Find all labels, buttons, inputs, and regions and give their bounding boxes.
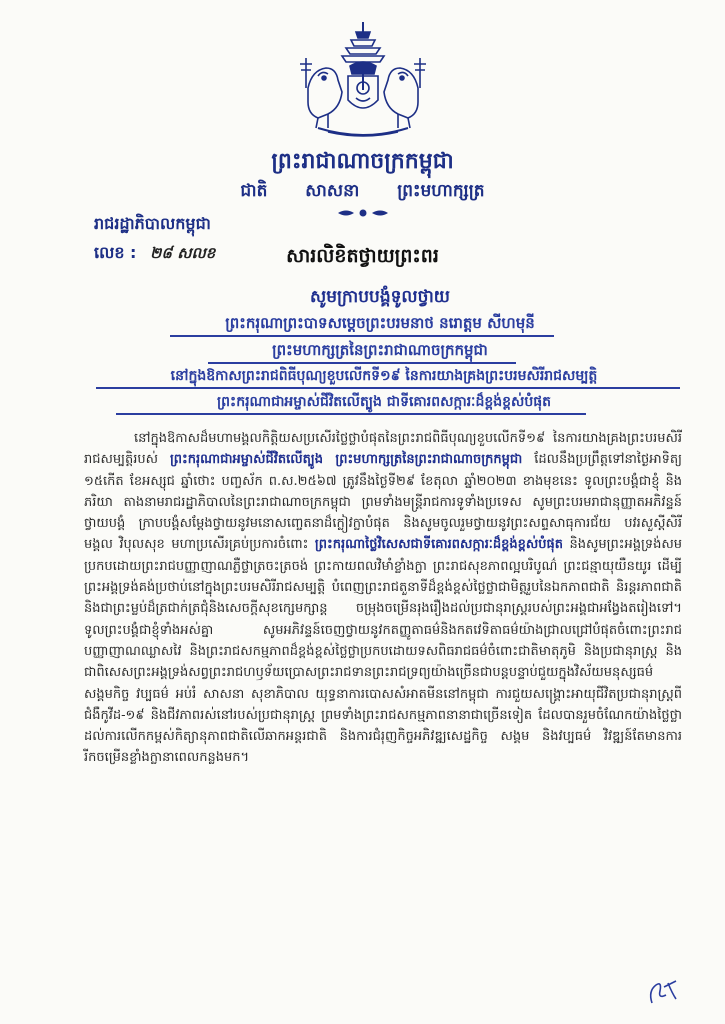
reference-label: លេខ : bbox=[94, 243, 137, 262]
address-line-1: សូមក្រាបបង្គំទូលថ្វាយ bbox=[310, 287, 450, 307]
body-emphasis-king: ព្រះករុណាជាអម្ចាស់ជីវិតលើត្បូង ព្រះមហាក្សត្រនៃព្រះរាជាណាចក្រកម្ពុជា bbox=[169, 452, 523, 468]
ornamental-divider-icon bbox=[336, 206, 390, 220]
government-name: រាជរដ្ឋាភិបាលកម្ពុជា bbox=[94, 214, 211, 233]
underline bbox=[116, 413, 586, 415]
national-motto bbox=[0, 180, 725, 205]
body-paragraph-2: ដែលនឹងប្រព្រឹត្តទៅនាថ្ងៃអាទិត្យ ១៥កើត ខែអស្សុជ ឆ្នាំថោះ បញ្ចស័ក ព.ស.២៥៦៧ ត្រូវនឹងថ្ងៃទី២៩ ខែតុលា ឆ្នាំ២០២៣ ខាងមុខនេះ ទូលព្រះបង្គំជាខ្ញុំ និងភរិយា តាងនាមរាជរដ្ឋាភិបាលនៃព្រះរាជាណាចក្រកម្ពុជា ព្រមទាំងមន្ត្រីរាជការទូទាំងប្រទេស សូមព្រះបរមរាជានុញ្ញាតអភិវន្ទន៍ថ្វាយបង្គំ ក្រាបបង្គំសម្តែងថ្វាយនូវមនោសញ្ចេតនាដ៏ក្លៀវក្លាបំផុត និងសូមចូលរួមថ្វាយនូវព្រះសព្ទសាធុការជ័យ បវរសួស្តីសិរីមង្គល វិបុលសុខ មហាប្រសើរគ្រប់ប្រការចំពោះ bbox=[84, 452, 682, 553]
letter-title: សារលិខិតថ្វាយព្រះពរ bbox=[286, 245, 439, 267]
address-line-4: នៅក្នុងឱកាសព្រះរាជពិធីបុណ្យខួបលើកទី១៩ នៃការយាងគ្រងព្រះបរមសិរីរាជសម្បត្តិ bbox=[170, 368, 598, 384]
address-line-2: ព្រះករុណាព្រះបាទសម្តេចព្រះបរមនាថ នរោត្តម សីហមុនី bbox=[225, 314, 535, 332]
body-paragraph-3: និងសូមព្រះអង្គទ្រង់សមប្រកបដោយព្រះរាជបញ្ញាញាណភ្លឺថ្លាត្រចះត្រចង់ ព្រះកាយពលវិមាំខ្លាំងក្លា ព្រះរាជសុខភាពល្អបរិបូណ៌ ព្រះជន្មាយុយឺនយូរ ដើម្បីព្រះអង្គទ្រង់គង់ប្រថាប់នៅក្នុងព្រះបរមសិរីរាជសម្បត្តិ បំពេញព្រះរាជតួនាទីដ៏ខ្ពង់ខ្ពស់ថ្លៃថ្លាជាមិត្តរួបនៃឯកភាពជាតិ និរន្តរភាពជាតិ និងជាព្រះម្លប់ដ៏ត្រជាក់ត្រជុំនិងសេចក្តីសុខក្សេមក្សាន្ត ចម្រុងចម្រើនរុងរឿងដល់ប្រជានុរាស្ត្ររបស់ព្រះអង្គជាអង្វែងតរៀងទៅ។ ទូលព្រះបង្គំជាខ្ញុំទាំងអស់គ្នា សូមអភិវន្ទន៍ចេញថ្វាយនូវកតញ្ញូតាធម៌និងកតវេទិតាធម៌យ៉ាងជ្រាលជ្រៅបំផុតចំពោះព្រះរាជបញ្ញាញាណឈ្លាសវៃ និងព្រះរាជសកម្មភាពដ៏ខ្ពង់ខ្ពស់ថ្លៃថ្លាប្រកបដោយទសពិធរាជធម៌ចំពោះជាតិមាតុភូមិ និងប្រជានុរាស្ត្រ និងជាពិសេសព្រះអង្គទ្រង់សព្វព្រះរាជហឫទ័យប្រោសព្រះរាជទានព្រះរាជទ្រព្យយ៉ាងច្រើនជាបន្តបន្ទាប់ជួយក្នុងវិស័យមនុស្សធម៌ សង្គមកិច្ច វប្បធម៌ អប់រំ សាសនា សុខាភិបាល យុទ្ធនាការបោសសំអាតមីននៅកម្ពុជា ការជួយសង្គ្រោះអាយុជីវិតប្រជានុរាស្ត្រពីជំងឺកូវីដ-១៩ និងជីវភាពរស់នៅរបស់ប្រជានុរាស្ត្រ ព្រមទាំងព្រះរាជសកម្មភាពនានាជាច្រើនទៀត ដែលបានរួមចំណែកយ៉ាងថ្លៃថ្លាដល់ការលើកកម្ពស់កិត្យានុភាពជាតិលើឆាកអន្តរជាតិ និងការជំរុញកិច្ចអភិវឌ្ឍសេដ្ឋកិច្ច សង្គម និងវប្បធម៌ វិវឌ្ឍន៍តែមានការរីកចម្រើនខ្លាំងក្លានាពេលកន្លងមក។ bbox=[84, 537, 683, 766]
royal-coat-of-arms-icon bbox=[298, 18, 428, 143]
handwritten-initial-icon bbox=[646, 977, 680, 1009]
motto-religion: សាសនា bbox=[305, 181, 360, 201]
underline bbox=[96, 387, 680, 389]
reference-value: ២៨ សលខ bbox=[150, 244, 216, 262]
address-line-3: ព្រះមហាក្សត្រនៃព្រះរាជាណាចក្រកម្ពុជា bbox=[272, 341, 488, 359]
motto-nation: ជាតិ bbox=[240, 181, 268, 201]
letter-body bbox=[84, 428, 682, 769]
address-line-5: ព្រះករុណាជាអម្ចាស់ជីវិតលើត្បូង ជាទីគោរពសក្ការៈដ៏ខ្ពង់ខ្ពស់បំផុត bbox=[217, 394, 551, 410]
body-intro: នៅក្នុងឱកាសដ៏មហាមង្គលកិត្តិយសប្រសើរថ្លៃថ្លាបំផុតនៃព្រះរាជពិធីបុណ្យខួបលើកទី១៩ នៃការយាងគ្រងព្រះបរមសិរីរាជសម្បត្តិរបស់ bbox=[84, 431, 682, 468]
underline bbox=[208, 362, 516, 364]
underline bbox=[170, 335, 554, 337]
kingdom-name: ព្រះរាជាណាចក្រកម្ពុជា bbox=[271, 149, 454, 174]
body-emphasis-honorific: ព្រះករុណាថ្លៃវិសេសជាទីគោរពសក្ការៈដ៏ខ្ពង់ខ្ពស់បំផុត bbox=[314, 537, 563, 553]
motto-king: ព្រះមហាក្សត្រ bbox=[397, 181, 485, 201]
